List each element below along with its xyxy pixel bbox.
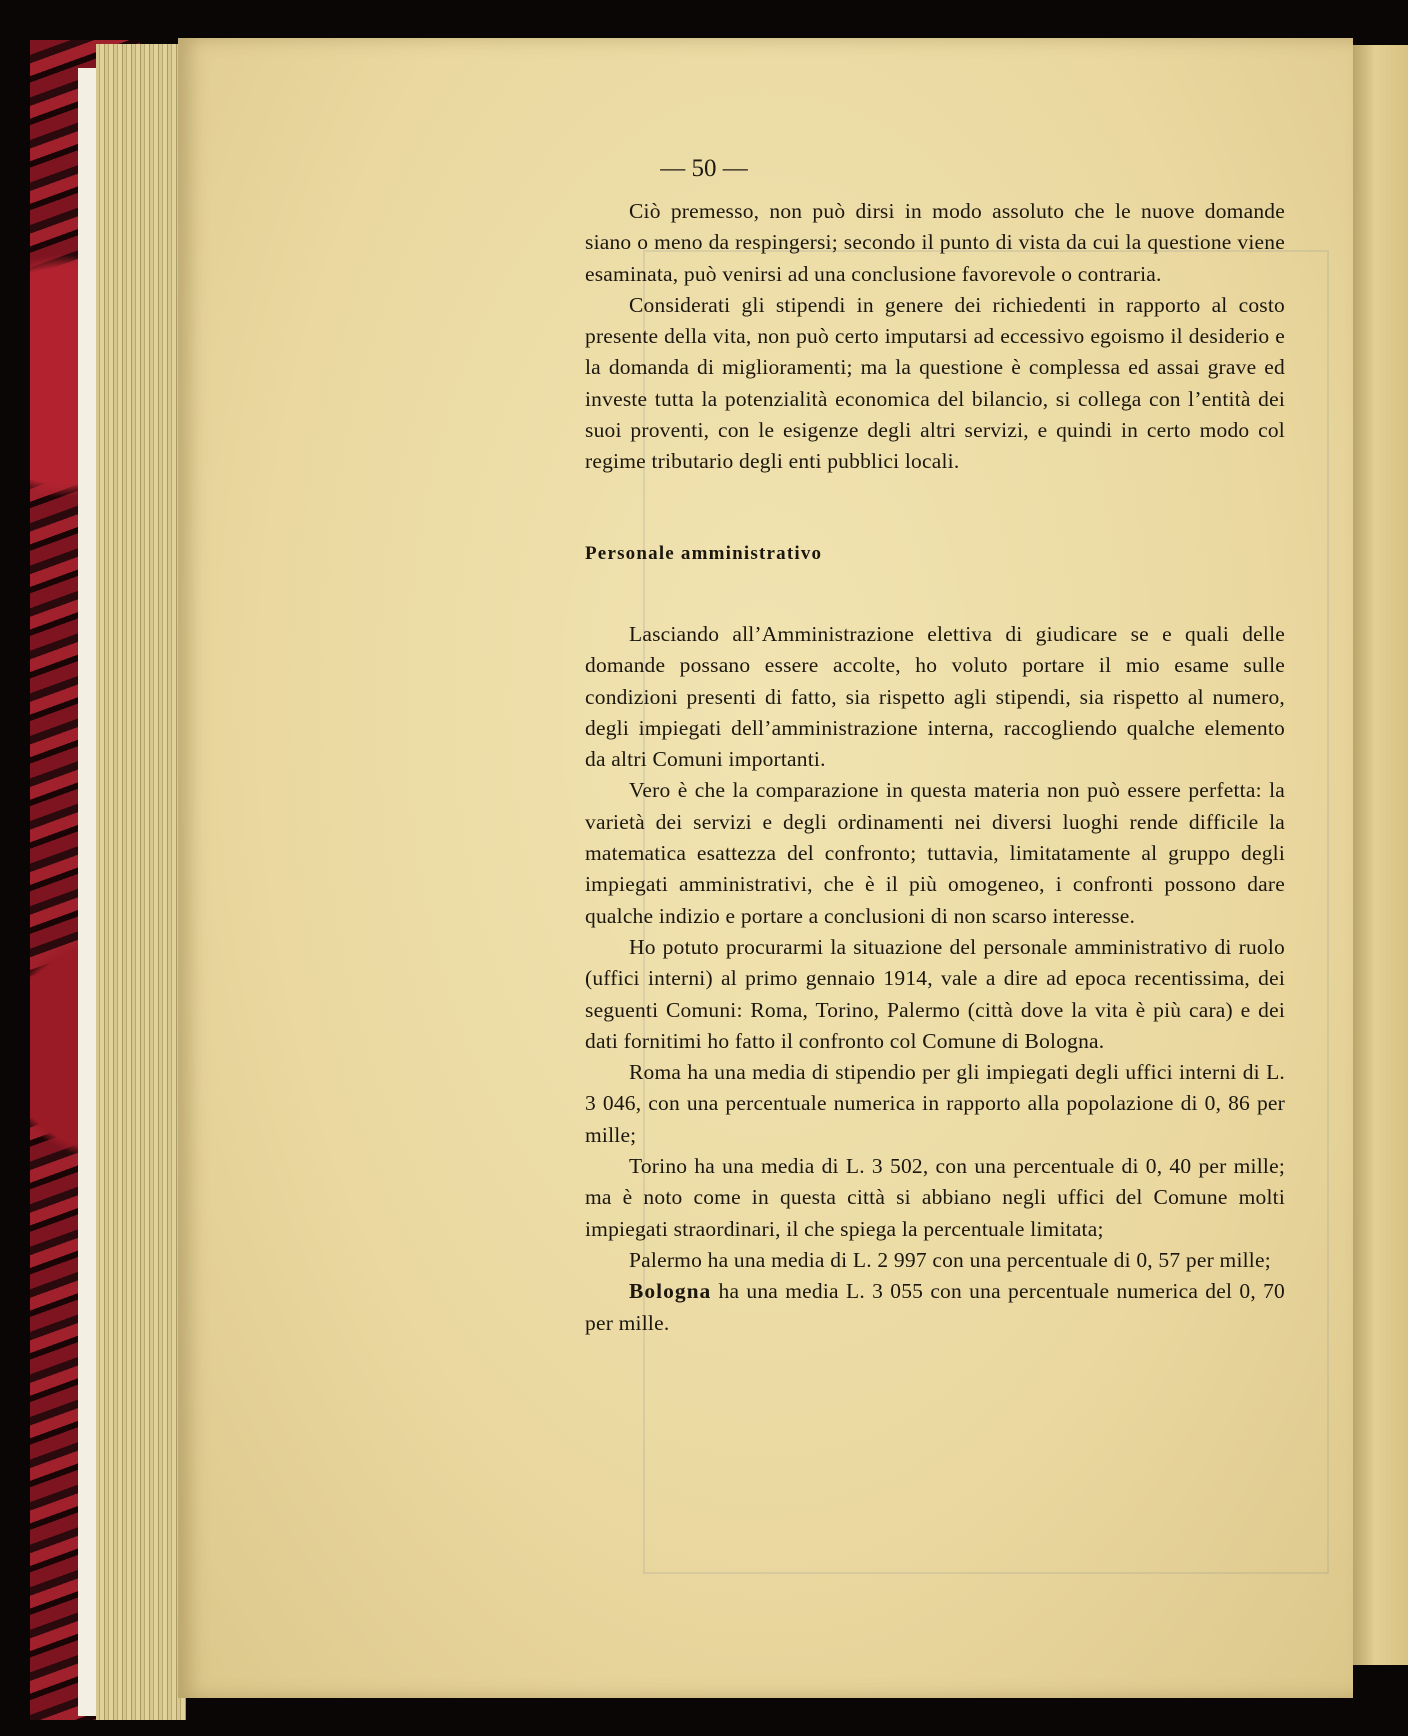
- paragraph-bologna: [585, 1276, 1285, 1339]
- bologna-text: ha una media L. 3 055 con una percentuale numerica del 0, 70 per mille.: [585, 1279, 1285, 1335]
- paragraph-roma: Roma ha una media di stipendio per gli impiegati degli uffici interni di L. 3 046, con una percentuale numerica in rapporto alla popolazione di 0, 86 per mille;: [585, 1060, 1285, 1147]
- section-heading: Personale amministrativo: [585, 542, 823, 564]
- paragraph: Vero è che la comparazione in questa materia non può essere perfetta: la varietà dei servizi e degli ordinamenti nei diversi luoghi rende difficile la matematica esattezza del confronto; tuttavia, limitatamente al gruppo degli impiegati amministrativi, che è il più omogeneo, i confronti possono dare qualche indizio e portare a conclusioni di non scarso interesse.: [585, 778, 1285, 928]
- paragraph: Lasciando all’Amministrazione elettiva di giudicare se e quali delle domande possano essere accolte, ho voluto portare il mio esame sulle condizioni presenti di fatto, sia rispetto agli stipendi, sia rispetto al numero, degli impiegati dell’amministrazione interna, raccogliendo qualche elemento da altri Comuni importanti.: [585, 621, 1285, 772]
- paragraph-palermo: Palermo ha una media di L. 2 997 con una percentuale di 0, 57 per mille;: [629, 1247, 1271, 1272]
- page-stack-edges: [96, 44, 186, 1720]
- paragraph: Ciò premesso, non può dirsi in modo assoluto che le nuove domande siano o meno da respingersi; secondo il punto di vista da cui la questione viene esaminata, può venirsi ad una conclusione favorevole o contraria.: [585, 199, 1285, 286]
- body-text: [585, 196, 1285, 1339]
- paragraph: Considerati gli stipendi in genere dei richiedenti in rapporto al costo presente della vita, non può certo imputarsi ad eccessivo egoismo il desiderio e la domanda di miglioramenti; ma la questione è complessa ed assai grave ed investe tutta la potenzialità economica del bilancio, si collega con l’entità dei suoi proventi, con le esigenze degli altri servizi, e quindi in certo modo col regime tributario degli enti pubblici locali.: [585, 292, 1285, 474]
- facing-page-edge: [1353, 45, 1408, 1665]
- endpaper-edge: [78, 68, 98, 1716]
- paragraph-torino: Torino ha una media di L. 3 502, con una percentuale di 0, 40 per mille; ma è noto come in questa città si abbiano negli uffici del Comune molti impiegati straordinari, il che spiega la percentuale limitata;: [585, 1154, 1285, 1241]
- paragraph: Ho potuto procurarmi la situazione del personale amministrativo di ruolo (uffici interni) al primo gennaio 1914, vale a dire ad epoca recentissima, dei seguenti Comuni: Roma, Torino, Palermo (città dove la vita è più cara) e dei dati fornitimi ho fatto il confronto col Comune di Bologna.: [585, 934, 1285, 1053]
- bologna-bold-label: Bologna: [629, 1279, 712, 1304]
- page-number: — 50 —: [660, 155, 748, 182]
